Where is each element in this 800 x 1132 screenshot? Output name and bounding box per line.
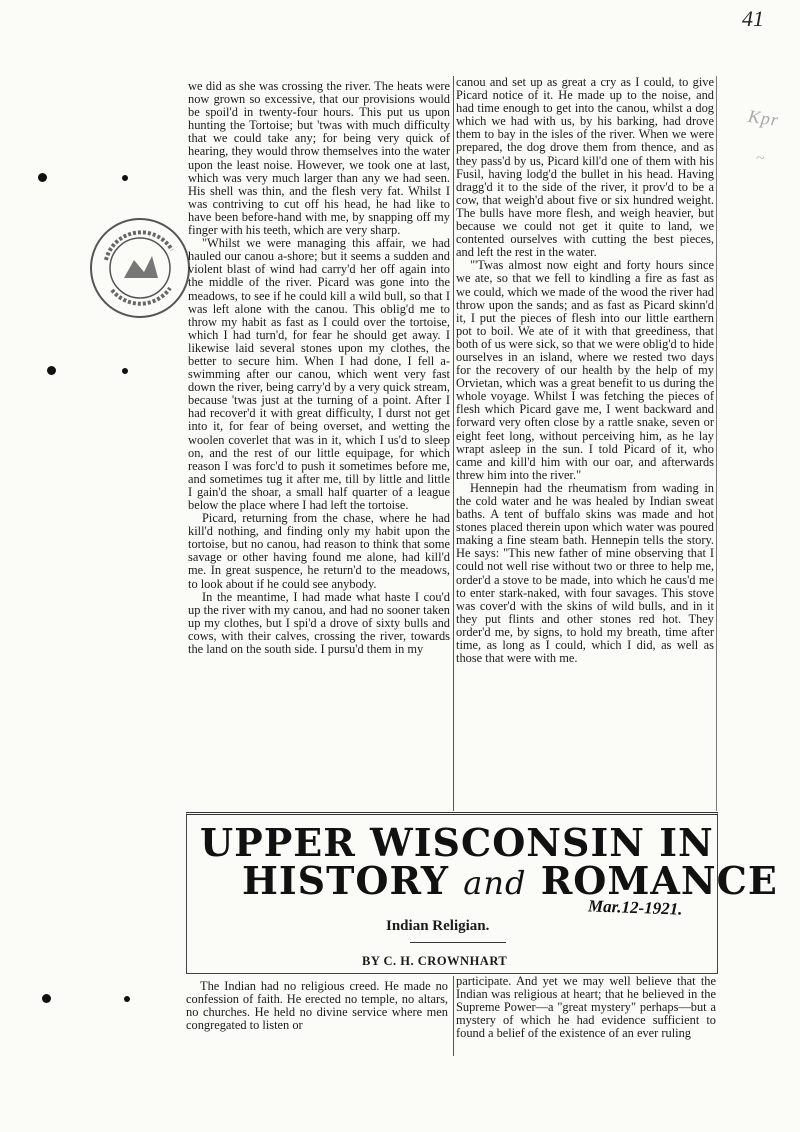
paragraph: Hennepin had the rheumatism from wading in the cold water and he was healed by Indian sweat baths. A tent of buffalo skins was made and hot stones placed therein upon which water was poured making a fine steam bath. Hennepin tells the story. He says: "This new father of mine observing that I could not well rise without two or three to help me, order'd a stove to be made, into which he caus'd me to enter stark-naked, with four savages. This stove was cover'd with the skins of wild bulls, and in it they put flints and other stones red hot. They order'd me, by signs, to hold my breath, time after time, as long as I could, which I did, as well as those that were with me. bbox=[456, 480, 714, 666]
paragraph: "'Twas almost now eight and forty hours since we ate, so that we fell to kindling a fire as fast as we could, which we made of the wood the river had throw upon the sands; and as fast as Picard skinn'd it, I put the pieces of flesh into our little earthern pot to boil. We ate of it with that greediness, that both of us were sick, so that we were oblig'd to hide ourselves in an island, where we rested two days for the recovery of our health by the help of my Orvietan, which was a great benefit to us during the whole voyage. Whilst I was fetching the pieces of flesh which Picard gave me, I went backward and forward very often close by a rattle snake, seven or eight feet long, without perceiving him, as he lay wrapt asleep in the sun. I told Picard of it, who came and kill'd him with our oar, and afterwards threw him into the river." bbox=[456, 258, 714, 482]
article-column-3 bbox=[186, 980, 448, 1060]
paragraph: we did as she was crossing the river. The heats were now grown so excessive, that our provisions would be spoil'd in twenty-four hours. This put us upon hunting the Tortoise; but 'twas with much difficulty that we could take any; for being very quick of hearing, they would throw themselves into the water upon the least noise. However, we took one at last, which was very much larger than any we had seen. His shell was thin, and the flesh very fat. Whilst I was contriving to cut off his head, he had like to have been before-hand with me, by snapping off my finger with his teeth, which are very sharp. bbox=[188, 80, 450, 238]
page-number: 41 bbox=[742, 6, 764, 31]
paragraph: Picard, returning from the chase, where he had kill'd nothing, and finding only my habit upon the tortoise, but no canou, had reason to think that some savage or other having found me alone, had kill'd me. In great suspence, he return'd to the meadows, to look about if he could see anybody. bbox=[188, 511, 450, 591]
binder-hole bbox=[38, 173, 47, 182]
article-column-4 bbox=[456, 975, 716, 1055]
handwritten-margin-note: Kpr bbox=[746, 105, 781, 131]
binder-hole bbox=[122, 175, 128, 181]
historical-society-stamp bbox=[90, 218, 190, 318]
article-column-2 bbox=[456, 76, 714, 808]
binder-hole bbox=[47, 366, 56, 375]
headline-line-1: UPPER WISCONSIN IN bbox=[200, 820, 714, 865]
paragraph: canou and set up as great a cry as I could, to give Picard notice of it. He made up to the noise, and had time enough to get into the canou, whilst a dog which we had with us, by his barking, had drove them to bay in the isles of the river. When we were prepared, the dog drove them from thence, and as they pass'd by us, Picard kill'd one of them with his Fusil, having lodg'd the bullet in his head. Having dragg'd it to the side of the river, it prov'd to be a cow, that weigh'd about five or six hundred weight. The bulls have more flesh, and weigh heavier, but because we could not get it quite to land, we contented ourselves with cutting the best pieces, and left the rest in the water. bbox=[456, 76, 714, 260]
headline-romance: ROMANCE bbox=[540, 858, 778, 903]
article-subhead: Indian Religian. bbox=[386, 918, 490, 934]
byline: BY C. H. CROWNHART bbox=[362, 954, 508, 968]
binder-hole bbox=[124, 996, 130, 1002]
paragraph: participate. And yet we may well believe that the Indian was religious at heart; that he believed in the Supreme Power—a "great mystery" perhaps—but a mystery of which he had evidence sufficient to found a belief of the existence of an ever ruling bbox=[456, 975, 716, 1041]
column-divider bbox=[453, 976, 454, 1056]
column-divider bbox=[453, 76, 454, 811]
column-divider bbox=[716, 76, 717, 811]
headline-and: and bbox=[463, 864, 527, 902]
article-column-1 bbox=[188, 80, 450, 820]
subhead-rule bbox=[410, 942, 506, 943]
headline-line-2 bbox=[242, 858, 778, 903]
handwritten-date: Mar.12-1921. bbox=[587, 896, 683, 919]
binder-hole bbox=[42, 994, 51, 1003]
headline-history: HISTORY bbox=[242, 858, 450, 903]
handwritten-margin-mark: ~ bbox=[756, 150, 765, 167]
binder-hole bbox=[122, 368, 128, 374]
paragraph: In the meantime, I had made what haste I cou'd up the river with my canou, and had no sooner taken up my clothes, but I spi'd a drove of sixty bulls and cows, with their calves, crossing the river, towards the land on the south side. I pursu'd them in my bbox=[188, 589, 450, 657]
paragraph: The Indian had no religious creed. He made no confession of faith. He erected no temple, no altars, no churches. He held no divine service where men congregated to listen or bbox=[186, 980, 448, 1033]
paragraph: "Whilst we were managing this affair, we had hauled our canou a-shore; but it seems a sudden and violent blast of wind had carry'd her off again into the middle of the river. Picard was gone into the meadows, to see if he could kill a wild bull, so that I was left alone with the canou. This oblig'd me to throw my habit as fast as I could over the tortoise, which I had turn'd, for fear he should get away. I likewise laid several stones upon my clothes, the better to secure him. When I had done, I fell a-swimming after our canou, which went very fast down the river, being carry'd by a very quick stream, because 'twas just at the turning of a point. After I had recover'd it with great difficulty, I durst not get into it, for fear of being overset, and wetting the woolen coverlet that was in it, which I us'd to sleep on, and the rest of our little equipage, for which reason I was forc'd to push it sometimes before me, and sometimes tug it after me, till by little and little I gain'd the shoar, a small half quarter of a league below the place where I had left the tortoise. bbox=[188, 236, 450, 512]
